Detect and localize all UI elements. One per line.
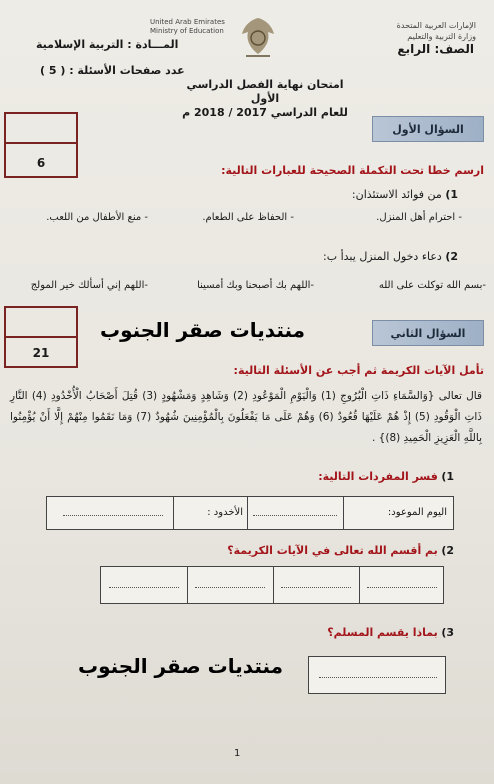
q2-sub1-text: فسر المفردات التالية: — [318, 470, 438, 483]
oath-answer4-line[interactable] — [367, 587, 437, 588]
q1-item2-num: 2) — [445, 250, 458, 263]
oath-answer3-line[interactable] — [281, 587, 351, 588]
q2-sub3-num: 3) — [441, 626, 454, 639]
q1-item1 — [352, 188, 458, 201]
page-number: 1 — [234, 748, 241, 759]
ministry-ar-line1: الإمارات العربية المتحدة — [396, 21, 476, 30]
q1-item1-text: من فوائد الاستئذان: — [351, 188, 442, 201]
q2-sub3 — [327, 626, 454, 639]
subject-label: المـــادة : التربية الإسلامية — [36, 38, 179, 51]
q1-item1-option1[interactable]: - احترام أهل المنزل. — [376, 212, 462, 223]
muslim-oath-answer-box — [308, 656, 446, 694]
uae-emblem-icon — [236, 14, 280, 60]
q1-item1-option2[interactable]: - الحفاظ على الطعام. — [202, 212, 294, 223]
ministry-en-line1: United Arab Emirates — [150, 18, 225, 26]
q1-tab: السؤال الأول — [372, 116, 484, 142]
vocab-answer1-line[interactable] — [253, 515, 337, 516]
quran-verse: قال تعالى {وَالسَّمَاءِ ذَاتِ الْبُرُوجِ (1) وَالْيَوْمِ الْمَوْعُودِ (2) وَشَاهِدٍ وَمَشْهُودٍ (3) قُتِلَ أَصْحَابُ الْأُخْدُودِ (4) النَّارِ ذَاتِ الْوَقُودِ (5) إِذْ هُمْ عَلَيْهَا قُعُودٌ (6) وَهُمْ عَلَى مَا يَفْعَلُونَ بِالْمُؤْمِنِينَ شُهُودٌ (7) وَمَا نَقَمُوا مِنْهُمْ إِلَّا أَنْ يُؤْمِنُوا بِاللَّهِ الْعَزِيزِ الْحَمِيدِ (8)} . — [10, 390, 482, 444]
q1-item2-text: دعاء دخول المنزل يبدأ ب: — [323, 250, 442, 263]
oath-answer1-line[interactable] — [109, 587, 179, 588]
vocab-answer2-line[interactable] — [63, 515, 163, 516]
vocab-table — [46, 496, 454, 530]
q1-mark: 6 — [36, 156, 46, 170]
q1-item2-option2[interactable]: -اللهم بك أصبحنا وبك أمسينا — [197, 280, 314, 291]
ministry-arabic — [326, 20, 476, 42]
ministry-en-line2: Ministry of Education — [150, 27, 224, 35]
pages-count: عدد صفحات الأسئلة : ( 5 ) — [40, 64, 185, 77]
q2-sub2-num: 2) — [441, 544, 454, 557]
q1-item1-option3[interactable]: - منع الأطفال من اللعب. — [46, 212, 148, 223]
q1-item1-num: 1) — [445, 188, 458, 201]
vocab-term2: الأخدود : — [207, 507, 243, 518]
muslim-oath-answer-line[interactable] — [319, 677, 437, 678]
watermark-forum-1: منتديات صقر الجنوب — [100, 318, 306, 342]
q1-instruction: ارسم خطا تحت التكملة الصحيحة للعبارات التالية: — [221, 164, 484, 177]
q2-sub2-text: بم أقسم الله تعالى في الآيات الكريمة؟ — [227, 544, 438, 557]
q2-instruction: تأمل الآيات الكريمة ثم أجب عن الأسئلة التالية: — [233, 364, 484, 377]
q2-mark-box — [4, 306, 78, 368]
q2-sub1-num: 1) — [441, 470, 454, 483]
q2-sub3-text: بماذا يقسم المسلم؟ — [327, 626, 438, 639]
q2-sub2 — [227, 544, 454, 557]
q1-item2-option3[interactable]: -اللهم إني أسألك خير المولج — [30, 280, 148, 291]
q2-sub1 — [318, 470, 454, 483]
q1-item2-option1[interactable]: -بسم الله توكلت على الله — [378, 280, 486, 291]
oath-answer2-line[interactable] — [195, 587, 265, 588]
exam-title: امتحان نهاية الفصل الدراسي الأول — [186, 78, 344, 105]
q2-mark: 21 — [32, 346, 50, 360]
oath-answer-table — [100, 566, 444, 604]
vocab-term1: اليوم الموعود: — [387, 507, 447, 518]
exam-year: للعام الدراسي 2017 / 2018 م — [182, 106, 348, 119]
exam-title-block — [180, 78, 350, 120]
q2-tab: السؤال الثاني — [372, 320, 484, 346]
ministry-english — [150, 18, 240, 36]
q1-item2 — [323, 250, 458, 263]
ministry-ar-line2: وزارة التربية والتعليم — [407, 32, 476, 41]
watermark-forum-2: منتديات صقر الجنوب — [78, 654, 284, 678]
grade-label: الصف: الرابع — [397, 42, 474, 56]
